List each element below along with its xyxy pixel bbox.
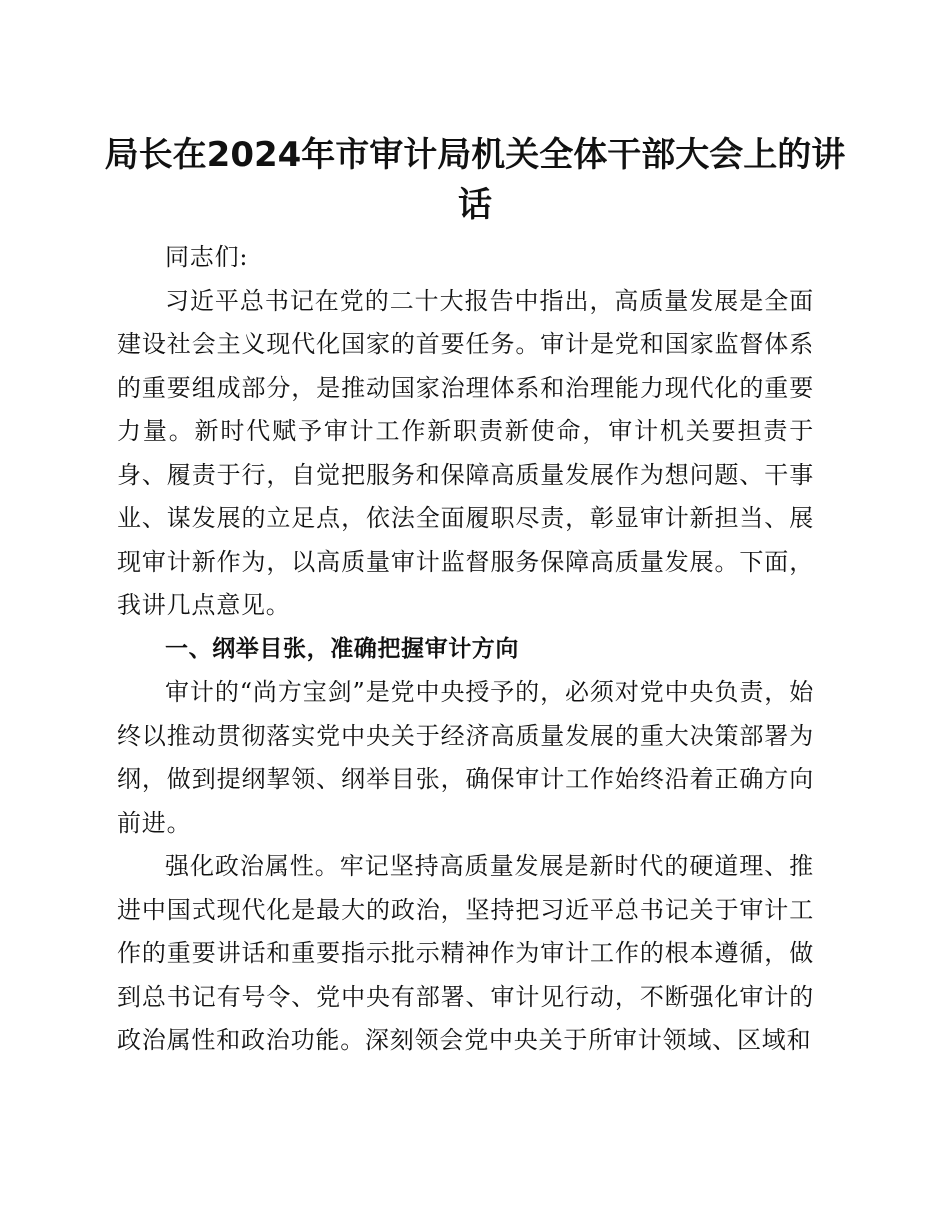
section-heading: 一、纲举目张，准确把握审计方向 — [165, 635, 519, 662]
section-paragraph: 强化政治属性。牢记坚持高质量发展是新时代的硬道理、推进中国式现代化是最大的政治，坚持把习近平总书记关于审计工作的重要讲话和重要指示批示精神作为审计工作的根本遵循，做到总书记有号令、党中央有部署、审计见行动，不断强化审计的政治属性和政治功能。深刻领会党中央关于所审计领域、区域和 — [117, 852, 814, 1054]
greeting: 同志们: — [165, 243, 249, 271]
section-paragraph: 审计的“尚方宝剑”是党中央授予的，必须对党中央负责，始终以推动贯彻落实党中央关于经济高质量发展的重大决策部署为纲，做到提纲挈领、纲举目张，确保审计工作始终沿着正确方向前进。 — [117, 678, 814, 837]
document-title: 局长在2024年市审计局机关全体干部大会上的讲话 — [104, 135, 846, 225]
document-body — [117, 236, 814, 1063]
intro-paragraph: 习近平总书记在党的二十大报告中指出，高质量发展是全面建设社会主义现代化国家的首要任务。审计是党和国家监督体系的重要组成部分，是推动国家治理体系和治理能力现代化的重要力量。新时代赋予审计工作新职责新使命，审计机关要担责于身、履责于行，自觉把服务和保障高质量发展作为想问题、干事业、谋发展的立足点，依法全面履职尽责，彰显审计新担当、展现审计新作为，以高质量审计监督服务保障高质量发展。下面，我讲几点意见。 — [117, 286, 814, 619]
